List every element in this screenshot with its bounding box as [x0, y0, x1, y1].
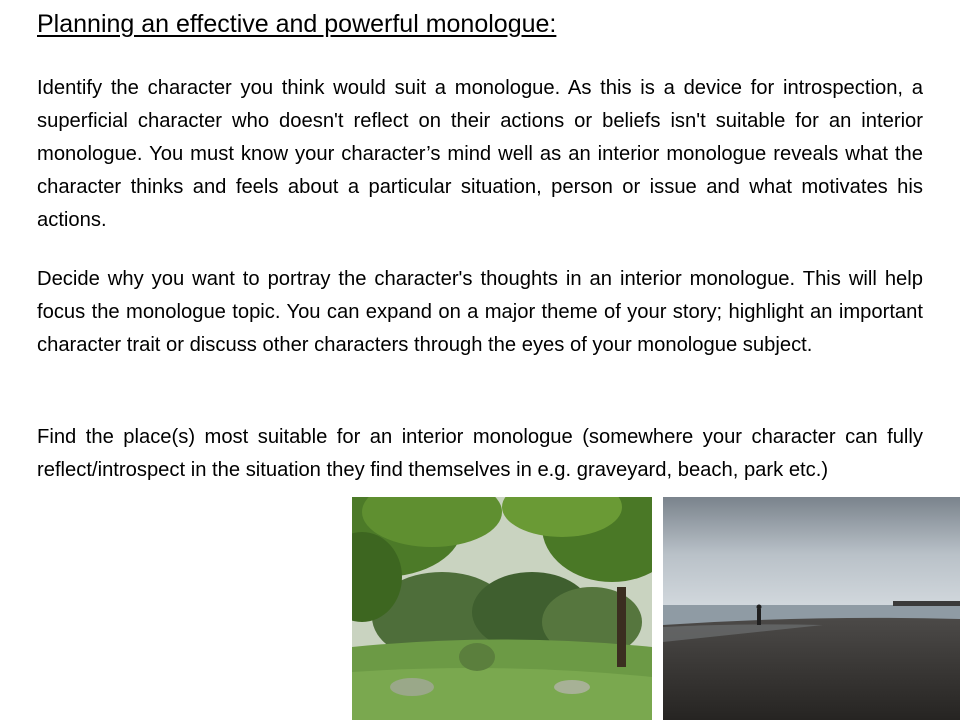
paragraph-find-place: Find the place(s) most suitable for an interior monologue (somewhere your character can fully reflect/introspect in the situation they find themselves in e.g. graveyard, beach, park etc.)	[37, 426, 923, 481]
park-photo	[352, 497, 652, 720]
paragraph-decide-why: Decide why you want to portray the character's thoughts in an interior monologue. This will help focus the monologue topic. You can expand on a major theme of your story; highlight an important character trait or discuss other characters through the eyes of your monologue subject.	[37, 268, 923, 356]
slide-title: Planning an effective and powerful monologue:	[37, 10, 557, 38]
paragraph-identify-character: Identify the character you think would suit a monologue. As this is a device for introspection, a superficial character who doesn't reflect on their actions or beliefs isn't suitable for an interior monologue. You must know your character’s mind well as an interior monologue reveals what the character thinks and feels about a particular situation, person or issue and what motivates his actions.	[37, 77, 923, 231]
beach-photo	[663, 497, 960, 720]
